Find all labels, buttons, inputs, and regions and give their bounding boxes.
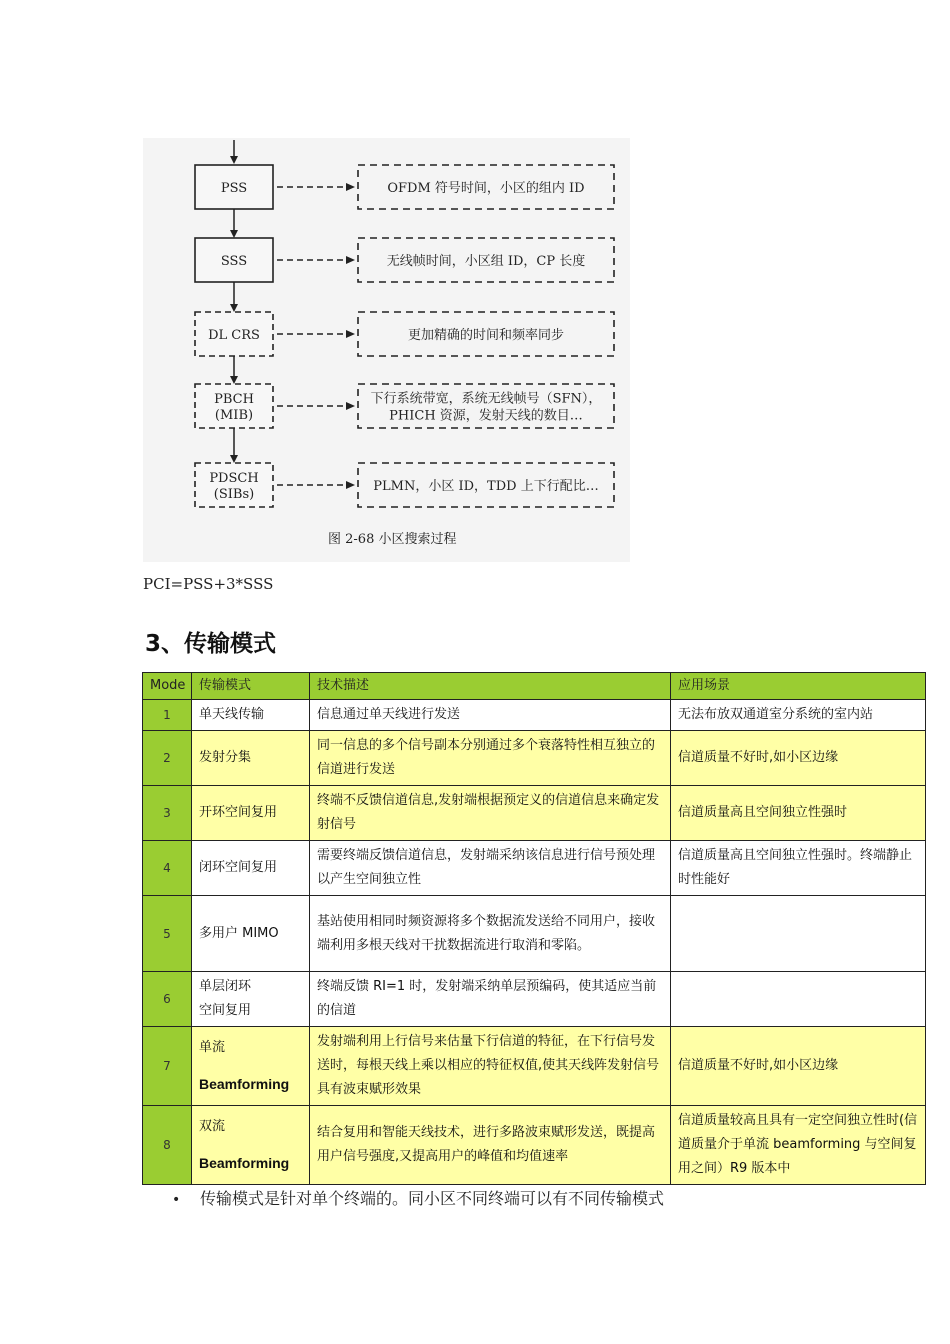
scenario-cell: 无法布放双通道室分系统的室内站 [671, 700, 926, 731]
table-row [143, 700, 926, 731]
description-cell: 基站使用相同时频资源将多个数据流发送给不同用户，接收端利用多根天线对干扰数据流进行取消和零陷。 [310, 896, 671, 972]
entry-arrowhead [230, 156, 238, 164]
description-cell: 终端反馈 RI=1 时，发射端采纳单层预编码，使其适应当前的信道 [310, 972, 671, 1027]
section-title: 3、传输模式 [145, 631, 277, 657]
description-cell: 发射端利用上行信号来估量下行信道的特征，在下行信号发送时，每根天线上乘以相应的特征权值,使其天线阵发射信号具有波束赋形效果 [310, 1027, 671, 1106]
mode-number-cell: 6 [143, 972, 192, 1027]
table-row [143, 896, 926, 972]
mode-number-cell: 1 [143, 700, 192, 731]
mode-name-cell [192, 1106, 310, 1185]
mode-name-beamforming: Beamforming [199, 1076, 290, 1092]
mode-number-cell: 3 [143, 786, 192, 841]
note-text: 无线帧时间，小区组 ID，CP 长度 [386, 254, 586, 269]
step-label: PDSCH [209, 471, 259, 486]
scenario-cell [671, 972, 926, 1027]
mode-name-cell [192, 731, 310, 786]
scenario-cell: 信道质量不好时,如小区边缘 [671, 1027, 926, 1106]
mode-number-cell: 5 [143, 896, 192, 972]
mode-number-cell: 8 [143, 1106, 192, 1185]
header-transmission-mode: 传输模式 [192, 673, 310, 700]
mode-name-text: 双流 [199, 1119, 226, 1134]
mode-name-text: 发射分集 [199, 750, 252, 765]
mode-name-text: 闭环空间复用 [199, 860, 278, 875]
table-row [143, 786, 926, 841]
mode-name-text: 单天线传输 [199, 707, 265, 722]
table-header-row [143, 673, 926, 700]
mode-name-cell [192, 896, 310, 972]
note-text: PHICH 资源，发射天线的数目… [389, 408, 583, 424]
connector-arrowhead [346, 481, 355, 489]
description-cell: 终端不反馈信道信息,发射端根据预定义的信道信息来确定发射信号 [310, 786, 671, 841]
mode-number-cell: 2 [143, 731, 192, 786]
mode-name-cell [192, 700, 310, 731]
mode-name-cell [192, 972, 310, 1027]
note-text: PLMN，小区 ID，TDD 上下行配比… [373, 479, 599, 494]
pci-formula: PCI=PSS+3*SSS [143, 575, 274, 593]
bullet-note [172, 1186, 664, 1209]
header-mode: Mode [143, 673, 192, 700]
mode-name-text: 多用户 MIMO [199, 925, 279, 941]
flow-arrowhead [230, 455, 238, 463]
cell-search-flow-diagram [143, 138, 630, 562]
step-label: (SIBs) [213, 487, 255, 502]
mode-name-text: 单流 [199, 1040, 226, 1055]
step-label: PBCH [214, 392, 254, 407]
mode-number-cell: 7 [143, 1027, 192, 1106]
note-text: 更加精确的时间和频率同步 [407, 328, 565, 343]
table-row [143, 731, 926, 786]
connector-arrowhead [346, 330, 355, 338]
connector-arrowhead [346, 256, 355, 264]
step-label: PSS [220, 181, 248, 196]
table-row [143, 841, 926, 896]
description-cell: 结合复用和智能天线技术，进行多路波束赋形发送，既提高用户信号强度,又提高用户的峰值和均值速率 [310, 1106, 671, 1185]
mode-name-cell [192, 841, 310, 896]
step-label: SSS [220, 254, 248, 269]
connector-arrowhead [346, 183, 355, 191]
table-row [143, 1106, 926, 1185]
flow-arrowhead [230, 304, 238, 312]
flow-arrowhead [230, 230, 238, 238]
mode-name-text: 空间复用 [199, 1003, 252, 1018]
mode-name-text: 开环空间复用 [199, 805, 278, 820]
mode-name-cell [192, 786, 310, 841]
description-cell: 信息通过单天线进行发送 [310, 700, 671, 731]
mode-number-cell: 4 [143, 841, 192, 896]
bullet-text: 传输模式是针对单个终端的。同小区不同终端可以有不同传输模式 [200, 1189, 665, 1208]
bullet-dot-icon: • [172, 1192, 181, 1208]
mode-name-cell [192, 1027, 310, 1106]
description-cell: 需要终端反馈信道信息，发射端采纳该信息进行信号预处理以产生空间独立性 [310, 841, 671, 896]
step-label: (MIB) [214, 408, 254, 423]
scenario-cell: 信道质量高且空间独立性强时。终端静止时性能好 [671, 841, 926, 896]
mode-name-text: 单层闭环 [199, 979, 252, 994]
scenario-cell: 信道质量高且空间独立性强时 [671, 786, 926, 841]
table-row [143, 1027, 926, 1106]
note-text: OFDM 符号时间，小区的组内 ID [387, 181, 585, 196]
connector-arrowhead [346, 402, 355, 410]
header-application-scenario: 应用场景 [671, 673, 926, 700]
cell-search-figure [143, 138, 630, 562]
transmission-modes-table [142, 672, 926, 1185]
flow-arrowhead [230, 376, 238, 384]
scenario-cell [671, 896, 926, 972]
table-row [143, 972, 926, 1027]
scenario-cell: 信道质量较高且具有一定空间独立性时(信道质量介于单流 beamforming 与空间复用之间）R9 版本中 [671, 1106, 926, 1185]
header-technical-description: 技术描述 [310, 673, 671, 700]
mode-name-beamforming: Beamforming [199, 1155, 290, 1171]
figure-caption: 图 2-68 小区搜索过程 [328, 532, 457, 547]
note-text: 下行系统带宽，系统无线帧号（SFN）， [370, 391, 602, 407]
scenario-cell: 信道质量不好时,如小区边缘 [671, 731, 926, 786]
step-label: DL CRS [208, 328, 260, 343]
description-cell: 同一信息的多个信号副本分别通过多个衰落特性相互独立的信道进行发送 [310, 731, 671, 786]
